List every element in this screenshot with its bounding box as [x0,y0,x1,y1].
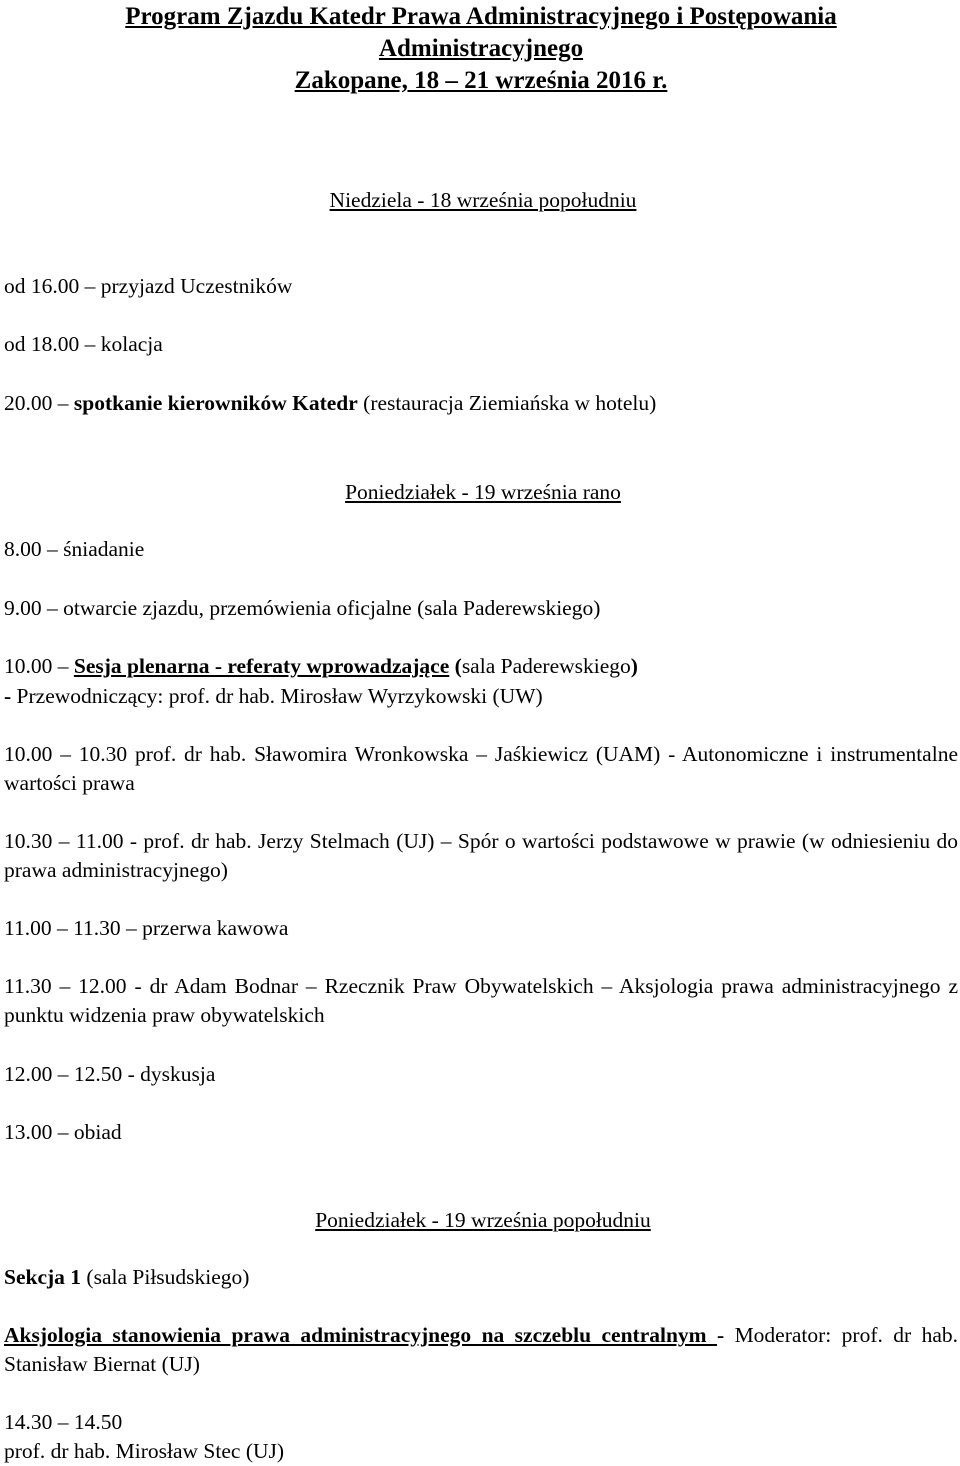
plenary-room: sala Paderewskiego [461,654,631,678]
monday-morning-heading: Poniedziałek - 19 września rano [345,480,621,504]
chair-dash: - [4,684,17,708]
schedule-item-discussion: 12.00 – 12.50 - dyskusja [4,1062,216,1086]
topic-dash: - [717,1323,735,1347]
slot-time: 14.30 – 14.50 [4,1410,123,1434]
meeting-title: spotkanie kierowników Katedr [73,391,358,415]
plenary-paren-close: ) [630,654,638,678]
monday-afternoon-heading: Poniedziałek - 19 września popołudniu [315,1208,651,1232]
sunday-heading: Niedziela - 18 września popołudniu [329,188,637,212]
document-title-line-3: Zakopane, 18 – 21 września 2016 r. [294,67,668,94]
plenary-paren-open: ( [449,654,462,678]
plenary-time: 10.00 – [4,654,74,678]
section-topic [4,1321,958,1379]
schedule-item-breakfast: 8.00 – śniadanie [4,537,145,561]
document-title-line-2: Administracyjnego [378,35,584,62]
section-label: Sekcja 1 [4,1265,82,1289]
topic-moderator: Moderator: prof. dr hab. Stanisław Biernat (UJ) [4,1323,958,1376]
talk-wronkowska: 10.00 – 10.30 prof. dr hab. Sławomira Wronkowska – Jaśkiewicz (UAM) - Autonomiczne i instrumentalne wartości prawa [4,742,958,795]
schedule-item-coffee: 11.00 – 11.30 – przerwa kawowa [4,916,289,940]
schedule-item-arrival: od 16.00 – przyjazd Uczestników [4,274,293,298]
talk-stelmach: 10.30 – 11.00 - prof. dr hab. Jerzy Stelmach (UJ) – Spór o wartości podstawowe w prawie (w odniesieniu do prawa administracyjnego) [4,829,958,882]
schedule-item-meeting [4,389,958,418]
meeting-location: (restauracja Ziemiańska w hotelu) [357,391,657,415]
section-room: (sala Piłsudskiego) [81,1265,250,1289]
document-title-line-1: Program Zjazdu Katedr Prawa Administracyjnego i Postępowania [125,3,837,30]
chair-name: Przewodniczący: prof. dr hab. Mirosław Wyrzykowski (UW) [16,684,543,708]
topic-title: Aksjologia stanowienia prawa administracyjnego na szczeblu centralnym [4,1323,717,1347]
plenary-chair [4,682,958,711]
talk-bodnar: 11.30 – 12.00 - dr Adam Bodnar – Rzecznik Praw Obywatelskich – Aksjologia prawa administracyjnego z punktu widzenia praw obywatelskich [4,974,958,1027]
schedule-item-opening: 9.00 – otwarcie zjazdu, przemówienia oficjalne (sala Paderewskiego) [4,596,601,620]
meeting-time: 20.00 – [4,391,74,415]
schedule-item-plenary [4,652,958,681]
schedule-item-dinner: od 18.00 – kolacja [4,332,163,356]
slot-speaker: prof. dr hab. Mirosław Stec (UJ) [4,1439,285,1463]
section-1-header [4,1263,958,1292]
plenary-title: Sesja plenarna - referaty wprowadzające [73,654,450,678]
schedule-item-lunch: 13.00 – obiad [4,1120,122,1144]
